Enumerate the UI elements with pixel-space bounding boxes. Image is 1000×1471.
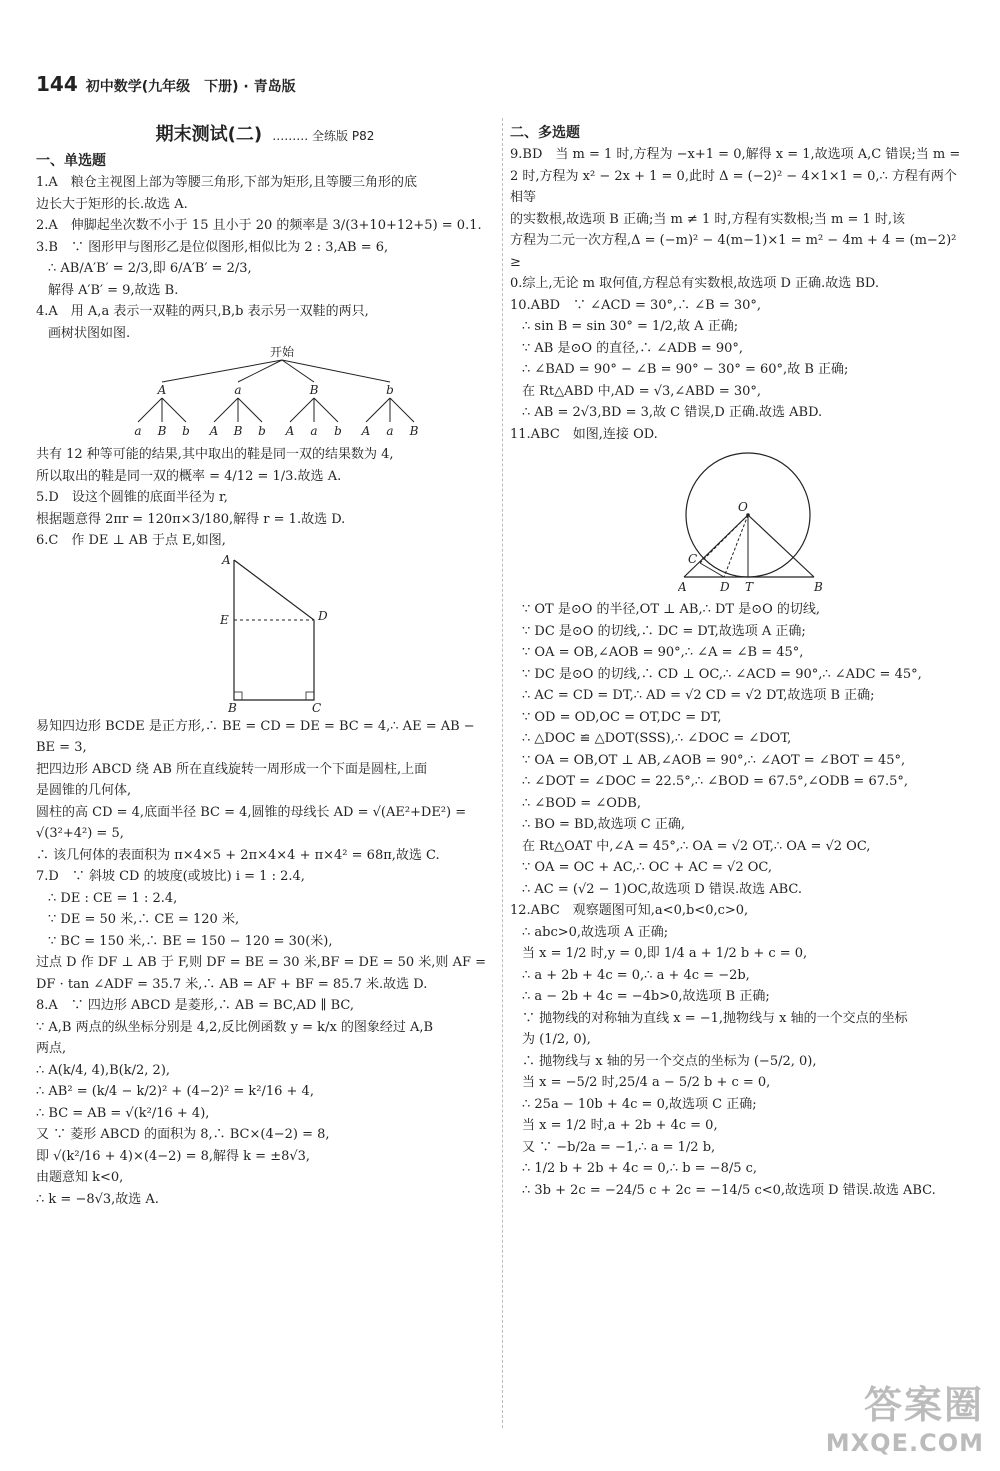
answer-line: ∵ 抛物线的对称轴为直线 x = −1,抛物线与 x 轴的一个交点的坐标 (522, 1010, 908, 1026)
point-d-label: D (720, 580, 730, 594)
answer-line: ∵ OT 是⊙O 的半径,OT ⊥ AB,∴ DT 是⊙O 的切线, (522, 602, 821, 617)
point-d-label: D (318, 608, 328, 623)
answers-block-1 (36, 172, 494, 344)
answer-line: 10.ABD ∵ ∠ACD = 30°,∴ ∠B = 30°, (510, 297, 762, 313)
tree-node-level2: a (310, 424, 318, 438)
answer-line: 6.C 作 DE ⊥ AB 于点 E,如图, (36, 533, 226, 548)
answer-line: 2.A 伸脚起坐次数不小于 15 且小于 20 的频率是 3/(3+10+12+5) = 0.1. (36, 218, 482, 233)
answer-line: 在 Rt△ABD 中,AD = √3,∠ABD = 30°, (522, 383, 762, 399)
answer-line: ∵ OA = OB,∠AOB = 90°,∴ ∠A = ∠B = 45°, (522, 645, 804, 660)
answer-line: 12.ABC 观察题图可知,a<0,b<0,c>0, (510, 903, 749, 918)
answer-line: 8.A ∵ 四边形 ABCD 是菱形,∴ AB = BC,AD ∥ BC, (36, 998, 355, 1013)
tree-node-level2: B (409, 424, 419, 438)
answer-line: ∴ BO = BD,故选项 C 正确, (522, 817, 686, 832)
tree-node-level2: b (182, 424, 190, 438)
circle-figure (678, 445, 828, 595)
answer-line: ∵ DC 是⊙O 的切线,∴ CD ⊥ OC,∴ ∠ACD = 90°,∴ ∠ADC = 45°, (522, 666, 922, 682)
watermark (826, 1374, 984, 1457)
watermark-line-1: 答案圈 (863, 1383, 984, 1427)
answer-line: 根据题意得 2πr = 120π×3/180,解得 r = 1.故选 D. (36, 511, 346, 527)
answer-line: 圆柱的高 CD = 4,底面半径 BC = 4,圆锥的母线长 AD = √(AE²+DE²) = (36, 804, 467, 820)
answer-line: 为 (1/2, 0), (522, 1032, 591, 1047)
answer-line: ∴ ∠BAD = 90° − ∠B = 90° − 30° = 60°,故 B 正确; (522, 362, 849, 377)
answer-line: ∴ 该几何体的表面积为 π×4×5 + 2π×4×4 + π×4² = 68π,故选 C. (36, 847, 440, 863)
tree-node-level2: A (285, 424, 295, 438)
point-b-label: B (228, 700, 237, 712)
watermark-line-2: MXQE.COM (825, 1429, 984, 1457)
answer-line: ∴ BC = AB = √(k²/16 + 4), (36, 1105, 210, 1121)
answer-line: 当 x = 1/2 时,a + 2b + 4c = 0, (522, 1118, 718, 1133)
answer-line: ∵ DC 是⊙O 的切线,∴ DC = DT,故选项 A 正确; (522, 623, 806, 639)
tree-node-level2: b (258, 424, 266, 438)
answers-block-5 (510, 599, 962, 1201)
tree-root-label: 开始 (269, 345, 295, 359)
answer-line: 两点, (36, 1041, 67, 1056)
answer-line: ∴ AC = CD = DT,∴ AD = √2 CD = √2 DT,故选项 B 正确; (522, 688, 875, 703)
answer-line: 11.ABC 如图,连接 OD. (510, 426, 658, 442)
answer-line: ∵ A,B 两点的纵坐标分别是 4,2,反比例函数 y = k/x 的图象经过 A,B (36, 1019, 434, 1035)
point-c-label: C (312, 700, 322, 712)
answer-line: ∴ AC = (√2 − 1)OC,故选项 D 错误.故选 ABC. (522, 881, 803, 897)
tree-node-level1: A (157, 383, 167, 397)
answer-line: 在 Rt△OAT 中,∠A = 45°,∴ OA = √2 OT,∴ OA = √2 OC, (522, 838, 871, 854)
answer-line: 共有 12 种等可能的结果,其中取出的鞋是同一双的结果数为 4, (36, 447, 394, 462)
answer-line: ∴ k = −8√3,故选 A. (36, 1191, 159, 1207)
answer-line: √(3²+4²) = 5, (36, 826, 124, 841)
answer-line: 又 ∵ 菱形 ABCD 的面积为 8,∴ BC×(4−2) = 8, (36, 1127, 330, 1142)
section-multi-choice: 二、多选题 (510, 125, 580, 141)
answer-line: 5.D 设这个圆锥的底面半径为 r, (36, 490, 228, 505)
answer-line: ∴ a − 2b + 4c = −4b>0,故选项 B 正确; (522, 989, 770, 1004)
point-e-label: E (220, 612, 229, 627)
answer-line: 1.A 粮仓主视图上部为等腰三角形,下部为矩形,且等腰三角形的底 (36, 175, 418, 190)
answer-line: 解得 A′B′ = 9,故选 B. (48, 282, 179, 298)
answer-line: 的实数根,故选项 B 正确;当 m ≠ 1 时,方程有实数根;当 m = 1 时,该 (510, 211, 906, 227)
answer-line: 边长大于矩形的长.故选 A. (36, 196, 188, 212)
answer-line: ∴ AB = 2√3,BD = 3,故 C 错误,D 正确.故选 ABD. (522, 405, 823, 420)
tree-node-level2: B (157, 424, 167, 438)
test-title-row (36, 120, 494, 146)
answer-line: DF · tan ∠ADF = 35.7 米,∴ AB = AF + BF = 85.7 米.故选 D. (36, 976, 428, 992)
page-header (36, 72, 296, 98)
answers-block-4 (510, 144, 962, 445)
answer-line: ∵ OA = OC + AC,∴ OC + AC = √2 OC, (522, 860, 772, 875)
answers-block-2 (36, 444, 494, 552)
page-number: 144 (36, 72, 78, 96)
point-a-label: A (678, 580, 687, 594)
answer-line: ∵ OA = OB,OT ⊥ AB,∠AOB = 90°,∴ ∠AOT = ∠BOT = 45°, (522, 752, 906, 768)
point-a-label: A (222, 552, 231, 567)
answer-line: ∴ a + 2b + 4c = 0,∴ a + 4c = −2b, (522, 967, 750, 983)
answer-line: 0.综上,无论 m 取何值,方程总有实数根,故选项 D 正确.故选 BD. (510, 276, 879, 291)
answer-line: ∴ DE : CE = 1 : 2.4, (48, 890, 178, 906)
answer-line: ∴ 3b + 2c = −24/5 c + 2c = −14/5 c<0,故选项 D 错误.故选 ABC. (522, 1182, 936, 1198)
answer-line: ∴ AB/A′B′ = 2/3,即 6/A′B′ = 2/3, (48, 261, 252, 276)
point-b-label: B (814, 580, 823, 594)
tree-node-level1: B (309, 383, 319, 397)
book-title: 初中数学(九年级 下册) · 青岛版 (85, 79, 296, 95)
answer-line: 3.B ∵ 图形甲与图形乙是位似图形,相似比为 2 : 3,AB = 6, (36, 239, 389, 255)
answer-line: 7.D ∵ 斜坡 CD 的坡度(或坡比) i = 1 : 2.4, (36, 869, 305, 884)
test-reference: ……… 全练版 P82 (272, 129, 375, 143)
tree-node-level2: a (134, 424, 142, 438)
answer-line: 画树状图如图. (48, 325, 131, 341)
tree-node-level2: A (361, 424, 371, 438)
answers-block-3 (36, 716, 494, 1211)
answer-line: ∵ DE = 50 米,∴ CE = 120 米, (48, 912, 240, 927)
answer-line: 9.BD 当 m = 1 时,方程为 −x+1 = 0,解得 x = 1,故选项 A,C 错误;当 m = (510, 147, 961, 162)
answer-line: 把四边形 ABCD 绕 AB 所在直线旋转一周形成一个下面是圆柱,上面 (36, 761, 428, 777)
tree-node-level1: b (386, 383, 394, 397)
answer-line: ∴ 1/2 b + 2b + 4c = 0,∴ b = −8/5 c, (522, 1161, 758, 1176)
tree-diagram (132, 344, 432, 440)
right-column (510, 120, 962, 1201)
tree-node-level2: a (386, 424, 394, 438)
answer-line: ∴ ∠BOD = ∠ODB, (522, 795, 641, 811)
answer-line: ∴ ∠DOT = ∠DOC = 22.5°,∴ ∠BOD = 67.5°,∠ODB = 67.5°, (522, 774, 909, 789)
answer-line: 4.A 用 A,a 表示一双鞋的两只,B,b 表示另一双鞋的两只, (36, 304, 369, 319)
tree-node-level2: B (233, 424, 243, 438)
point-o-label: O (738, 500, 748, 514)
answer-line: ∵ OD = OD,OC = OT,DC = DT, (522, 709, 722, 725)
answer-line: ∴ 抛物线与 x 轴的另一个交点的坐标为 (−5/2, 0), (522, 1053, 817, 1069)
left-column (36, 120, 494, 1210)
point-c-label: C (688, 552, 698, 566)
answer-line: 由题意知 k<0, (36, 1170, 124, 1185)
answer-line: ∴ abc>0,故选项 A 正确; (522, 924, 669, 940)
answer-line: 即 √(k²/16 + 4)×(4−2) = 8,解得 k = ±8√3, (36, 1148, 311, 1164)
answer-line: 是圆锥的几何体, (36, 783, 132, 798)
column-divider (502, 118, 503, 1428)
answer-line: ∴ △DOC ≌ △DOT(SSS),∴ ∠DOC = ∠DOT, (522, 731, 792, 746)
answer-line: 所以取出的鞋是同一双的概率 = 4/12 = 1/3.故选 A. (36, 468, 342, 484)
answer-line: ∴ sin B = sin 30° = 1/2,故 A 正确; (522, 319, 739, 334)
answer-line: ∵ BC = 150 米,∴ BE = 150 − 120 = 30(米), (48, 933, 333, 949)
trapezoid-figure (214, 552, 354, 712)
answer-line: ∵ AB 是⊙O 的直径,∴ ∠ADB = 90°, (522, 340, 744, 356)
point-t-label: T (745, 580, 754, 594)
answer-line: 当 x = 1/2 时,y = 0,即 1/4 a + 1/2 b + c = 0, (522, 946, 808, 961)
tree-branches (134, 360, 418, 438)
tree-node-level1: a (234, 383, 242, 397)
tree-node-level2: A (209, 424, 219, 438)
answer-line: ∴ 25a − 10b + 4c = 0,故选项 C 正确; (522, 1096, 757, 1112)
answer-line: 又 ∵ −b/2a = −1,∴ a = 1/2 b, (522, 1139, 716, 1155)
answer-line: 方程为二元一次方程,Δ = (−m)² − 4(m−1)×1 = m² − 4m + 4 = (m−2)² ≥ (510, 233, 957, 270)
answer-line: ∴ AB² = (k/4 − k/2)² + (4−2)² = k²/16 + 4, (36, 1084, 314, 1099)
answer-line: ∴ A(k/4, 4),B(k/2, 2), (36, 1062, 171, 1078)
test-title: 期末测试(二) (155, 124, 263, 145)
answer-line: 过点 D 作 DF ⊥ AB 于 F,则 DF = BE = 30 米,BF = DE = 50 米,则 AF = (36, 955, 486, 970)
tree-node-level2: b (334, 424, 342, 438)
answer-line: 易知四边形 BCDE 是正方形,∴ BE = CD = DE = BC = 4,∴ AE = AB − BE = 3, (36, 718, 475, 755)
answer-line: 当 x = −5/2 时,25/4 a − 5/2 b + c = 0, (522, 1075, 771, 1090)
section-single-choice: 一、单选题 (36, 153, 106, 169)
answer-line: 2 时,方程为 x² − 2x + 1 = 0,此时 Δ = (−2)² − 4×1×1 = 0,∴ 方程有两个相等 (510, 168, 957, 205)
